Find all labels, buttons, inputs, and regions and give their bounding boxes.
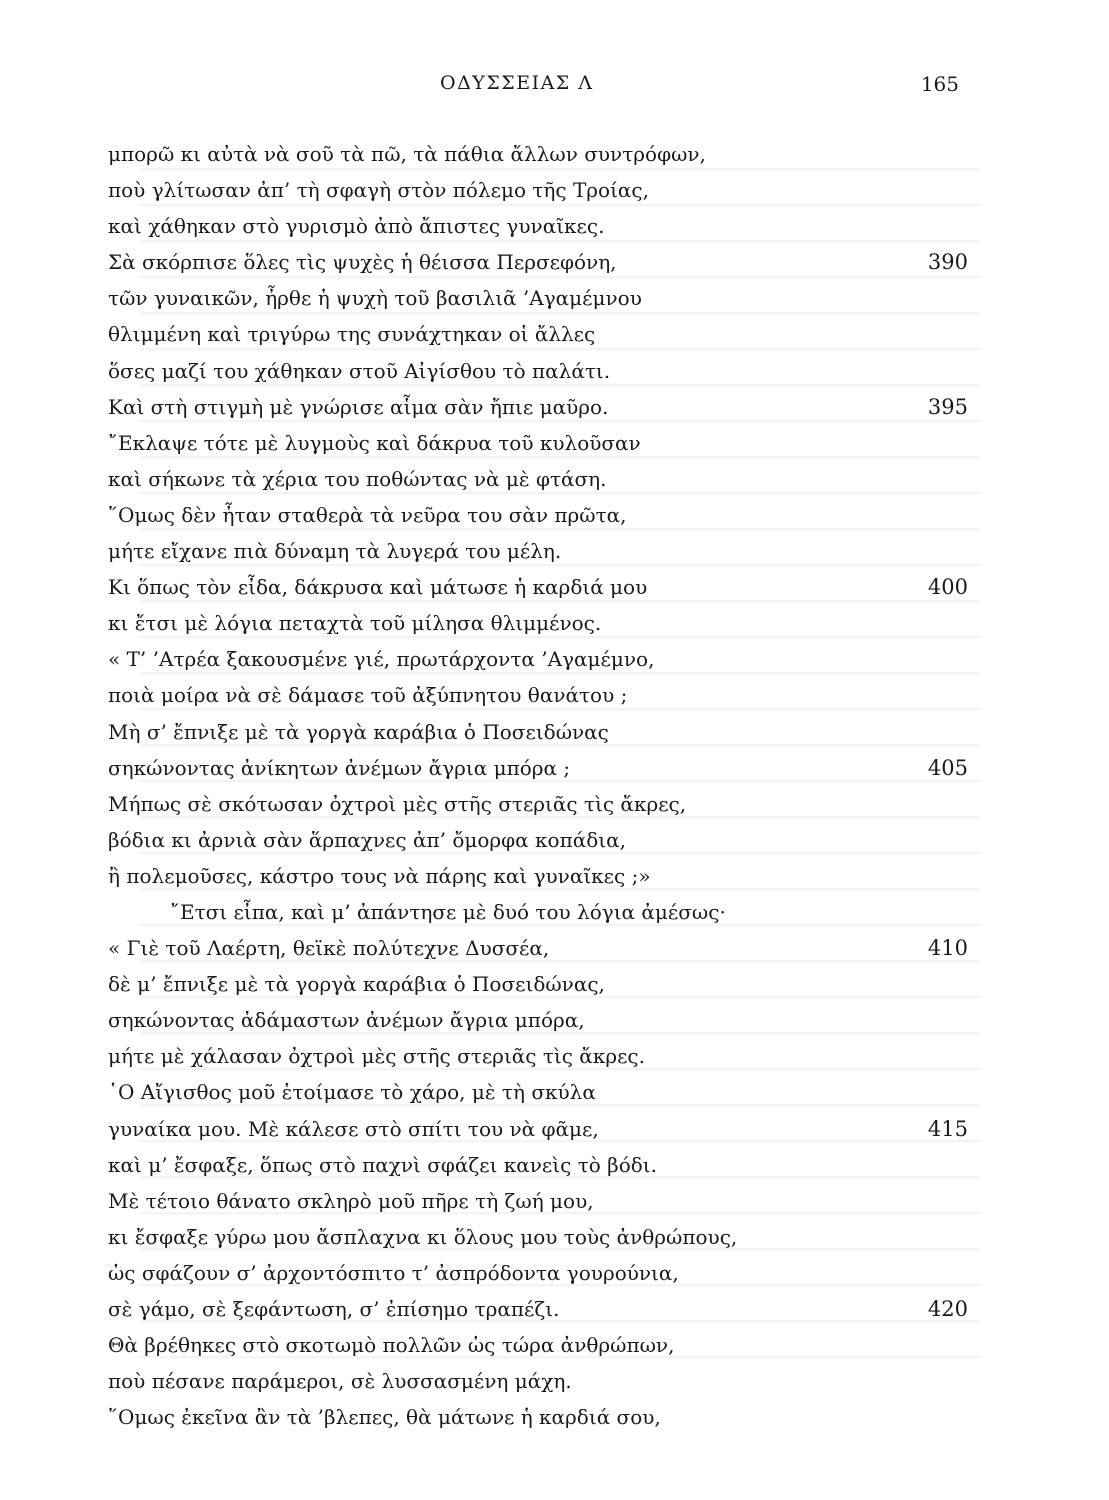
- verse-text: καὶ μ’ ἔσφαξε, ὅπως στὸ παχνὶ σφάζει κανεὶς τὸ βόδι.: [108, 1152, 657, 1177]
- verse-text: Μὴ σ’ ἔπνιξε μὲ τὰ γοργὰ καράβια ὁ Ποσειδώνας: [108, 719, 609, 744]
- verse-text: Σὰ σκόρπισε ὅλες τὶς ψυχὲς ἡ θέισσα Περσεφόνη,: [108, 250, 617, 275]
- verse-text: καὶ χάθηκαν στὸ γυρισμὸ ἀπὸ ἄπιστες γυναῖκες.: [108, 214, 605, 239]
- verse-line: [108, 1002, 968, 1038]
- verse-text: ποὺ γλίτωσαν ἀπ’ τὴ σφαγὴ στὸν πόλεμο τῆς Τροίας,: [108, 178, 649, 203]
- verse-line: [108, 497, 968, 533]
- verse-text: ποιὰ μοίρα νὰ σὲ δάμασε τοῦ ἀξύπνητου θανάτου ;: [108, 683, 628, 708]
- verse-line: [108, 136, 968, 172]
- verse-line: [108, 569, 968, 605]
- verse-line: [108, 1038, 968, 1074]
- verse-text: Μὲ τέτοιο θάνατο σκληρὸ μοῦ πῆρε τὴ ζωή μου,: [108, 1188, 594, 1213]
- verse-text: σὲ γάμο, σὲ ξεφάντωση, σ’ ἐπίσημο τραπέζι.: [108, 1297, 560, 1321]
- verse-text: ῾Ο Αἴγισθος μοῦ ἑτοίμασε τὸ χάρο, μὲ τὴ σκύλα: [108, 1080, 596, 1105]
- verse-line: [108, 316, 968, 352]
- verse-text: βόδια κι ἀρνιὰ σὰν ἅρπαχνες ἀπ’ ὄμορφα κοπάδια,: [108, 827, 626, 852]
- verse-line: [108, 1183, 968, 1219]
- verse-line: [108, 1255, 968, 1291]
- verse-text: ῎Εκλαψε τότε μὲ λυγμοὺς καὶ δάκρυα τοῦ κυλοῦσαν: [108, 430, 641, 455]
- verse-text: μπορῶ κι αὐτὰ νὰ σοῦ τὰ πῶ, τὰ πάθια ἄλλων συντρόφων,: [108, 142, 706, 166]
- verse-text: θλιμμένη καὶ τριγύρω της συνάχτηκαν οἱ ἄλλες: [108, 322, 596, 347]
- verse-line: [108, 1074, 968, 1110]
- verse-line: [108, 461, 968, 497]
- verse-text: κι ἔσφαξε γύρω μου ἄσπλαχνα κι ὅλους μου τοὺς ἀνθρώπους,: [108, 1224, 738, 1249]
- verse-text: ῎Ετσι εἶπα, καὶ μ’ ἀπάντησε μὲ δυό του λόγια ἀμέσως·: [170, 899, 726, 924]
- verse-line: [108, 822, 968, 858]
- verse-text: μήτε μὲ χάλασαν ὀχτροὶ μὲς στῆς στεριᾶς τὶς ἄκρες.: [108, 1044, 645, 1069]
- verse-text: σηκώνοντας ἀδάμαστων ἀνέμων ἄγρια μπόρα,: [108, 1008, 585, 1033]
- line-number: 395: [927, 394, 968, 419]
- line-number: 420: [927, 1297, 968, 1321]
- verse-text: Θὰ βρέθηκες στὸ σκοτωμὸ πολλῶν ὡς τώρα ἀνθρώπων,: [108, 1333, 675, 1358]
- verse-text: ὡς σφάζουν σ’ ἀρχοντόσπιτο τ’ ἀσπρόδοντα γουρούνια,: [108, 1260, 679, 1285]
- verse-text: Κι ὅπως τὸν εἶδα, δάκρυσα καὶ μάτωσε ἡ καρδιά μου: [108, 575, 648, 600]
- verse-line: [108, 1291, 968, 1327]
- line-number: 415: [927, 1116, 968, 1141]
- verse-line: [108, 208, 968, 244]
- verse-text: ῞Ομως ἐκεῖνα ἂν τὰ ’βλεπες, θὰ μάτωνε ἡ καρδιά σου,: [108, 1405, 661, 1430]
- verse-text: « Τ’ ’Ατρέα ξακουσμένε γιέ, πρωτάρχοντα ’Αγαμέμνο,: [108, 647, 655, 672]
- verse-line: [108, 858, 968, 894]
- verse-text: ποὺ πέσανε παράμεροι, σὲ λυσσασμένη μάχη.: [108, 1369, 572, 1394]
- verse-line: [108, 533, 968, 569]
- line-number: 390: [927, 250, 968, 275]
- verse-line: [108, 280, 968, 316]
- verse-line: [108, 1363, 968, 1399]
- verse-line: [108, 605, 968, 641]
- verse-line: [108, 389, 968, 425]
- verse-text: δὲ μ’ ἔπνιξε μὲ τὰ γοργὰ καράβια ὁ Ποσειδώνας,: [108, 972, 605, 997]
- page-number: 165: [920, 72, 959, 96]
- verse-line: [108, 677, 968, 713]
- verse-text: « Γιὲ τοῦ Λαέρτη, θεϊκὲ πολύτεχνε Δυσσέα,: [108, 936, 550, 961]
- verse-line: [108, 1327, 968, 1363]
- line-number: 410: [927, 936, 968, 961]
- line-number: 400: [927, 575, 968, 600]
- verse-text: ῞Ομως δὲν ἦταν σταθερὰ τὰ νεῦρα του σὰν πρῶτα,: [108, 502, 627, 527]
- verse-line: [108, 172, 968, 208]
- verse-line: [108, 244, 968, 280]
- verse-line: [108, 1399, 968, 1435]
- verse-text: ὅσες μαζί του χάθηκαν στοῦ Αἰγίσθου τὸ παλάτι.: [108, 358, 611, 383]
- verse-line: [108, 966, 968, 1002]
- verse-text: Καὶ στὴ στιγμὴ μὲ γνώρισε αἷμα σὰν ἤπιε μαῦρο.: [108, 394, 609, 419]
- verse-line: [108, 894, 968, 930]
- verse-line: [108, 1147, 968, 1183]
- verse-text: καὶ σήκωνε τὰ χέρια του ποθώντας νὰ μὲ φτάση.: [108, 466, 607, 491]
- verse-block: [108, 136, 968, 1435]
- verse-line: [108, 750, 968, 786]
- verse-text: ἢ πολεμοῦσες, κάστρο τους νὰ πάρης καὶ γυναῖκες ;»: [108, 863, 651, 888]
- verse-text: κι ἔτσι μὲ λόγια πεταχτὰ τοῦ μίλησα θλιμμένος.: [108, 611, 602, 636]
- verse-line: [108, 353, 968, 389]
- verse-line: [108, 1111, 968, 1147]
- verse-line: [108, 1219, 968, 1255]
- line-number: 405: [927, 755, 968, 780]
- verse-text: γυναίκα μου. Μὲ κάλεσε στὸ σπίτι του νὰ φᾶμε,: [108, 1116, 599, 1141]
- verse-line: [108, 641, 968, 677]
- verse-line: [108, 930, 968, 966]
- running-head: [0, 72, 1109, 102]
- verse-text: Μήπως σὲ σκότωσαν ὀχτροὶ μὲς στῆς στεριᾶς τὶς ἄκρες,: [108, 791, 687, 816]
- verse-line: [108, 786, 968, 822]
- verse-text: μήτε εἴχανε πιὰ δύναμη τὰ λυγερά του μέλη.: [108, 539, 562, 564]
- verse-text: τῶν γυναικῶν, ἦρθε ἡ ψυχὴ τοῦ βασιλιᾶ ’Αγαμέμνου: [108, 286, 642, 311]
- verse-line: [108, 714, 968, 750]
- header-title: ΟΔΥΣΣΕΙΑΣ Λ: [440, 72, 594, 94]
- verse-text: σηκώνοντας ἀνίκητων ἀνέμων ἄγρια μπόρα ;: [108, 755, 571, 780]
- verse-line: [108, 425, 968, 461]
